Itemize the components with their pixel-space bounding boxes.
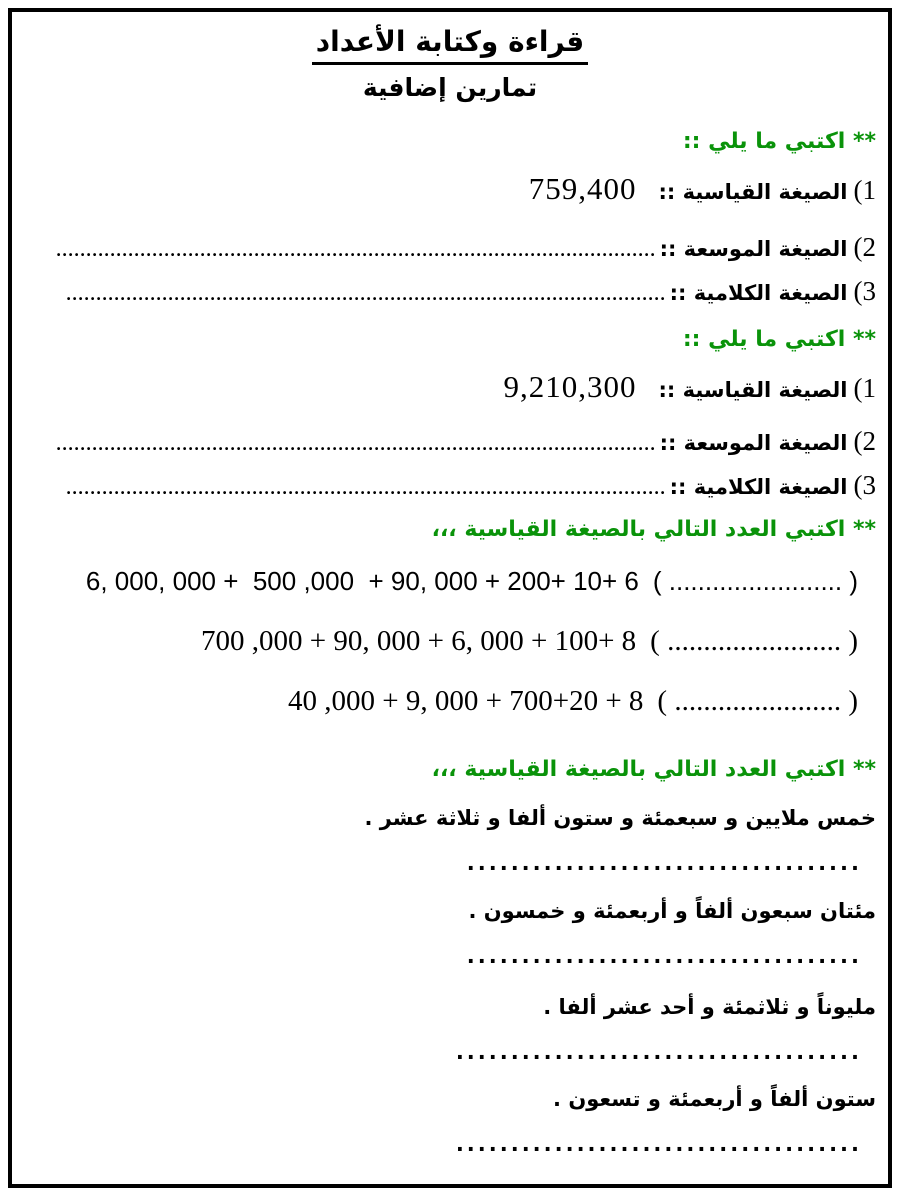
section2-standard-form-row: [24, 369, 876, 405]
answer-dots-line-2: ....................................: [466, 944, 862, 968]
section1-word-form-row: [24, 273, 876, 309]
expression-text: 700 ,000 + 90, 000 + 6, 000 + 100+ 8: [201, 625, 637, 657]
number-words-text-4: ستون ألفاً و أربعمئة و تسعون .: [553, 1087, 876, 1111]
item-number: 2): [853, 426, 876, 456]
standard-form-value: 759,400: [528, 171, 637, 206]
expression-text: 6, 000, 000 + 500 ,000 + 90, 000 + 200+ 10+ 6: [85, 566, 639, 596]
section2-expanded-form-row: [24, 423, 876, 459]
page-title-row: [24, 23, 876, 65]
answer-dots-line-3: .....................................: [455, 1040, 862, 1064]
section1-standard-form-row: [24, 171, 876, 207]
word-form-label: الصيغة الكلامية ::: [669, 475, 848, 499]
standard-form-label: الصيغة القياسية ::: [658, 180, 848, 204]
expanded-form-label: الصيغة الموسعة ::: [659, 237, 848, 261]
word-form-label: الصيغة الكلامية ::: [669, 281, 848, 305]
number-words-text-1: خمس ملايين و سبعمئة و ستون ألفا و ثلاثة عشر .: [364, 806, 876, 830]
item-number: 1): [853, 175, 876, 205]
item-number: 3): [853, 470, 876, 500]
expanded-expression-row-3: [24, 683, 858, 719]
section3-header: ** اكتبي العدد التالي بالصيغة القياسية ،،،: [431, 517, 876, 542]
page-title: قراءة وكتابة الأعداد: [312, 23, 589, 65]
answer-dots: ....................................................................................................: [65, 474, 666, 500]
answer-blank-parens: ( ........................ ): [652, 566, 858, 596]
section4-header: ** اكتبي العدد التالي بالصيغة القياسية ،،،: [431, 757, 876, 782]
answer-blank-parens: ( ....................... ): [657, 685, 858, 717]
answer-dots-line-1: ....................................: [466, 851, 862, 875]
answer-blank-parens: ( ........................ ): [650, 625, 858, 657]
section1-expanded-form-row: [24, 229, 876, 265]
item-number: 3): [853, 276, 876, 306]
page-subtitle: تمارين إضافية: [362, 73, 538, 102]
answer-dots: ....................................................................................................: [65, 280, 666, 306]
answer-dots: ....................................................................................................: [55, 430, 656, 456]
worksheet-content: [22, 17, 884, 1180]
item-number: 1): [853, 373, 876, 403]
section2-word-form-row: [24, 467, 876, 503]
number-words-text-2: مئتان سبعون ألفاً و أربعمئة و خمسون .: [468, 899, 876, 923]
item-number: 2): [853, 232, 876, 262]
standard-form-value: 9,210,300: [503, 369, 637, 404]
standard-form-label: الصيغة القياسية ::: [658, 378, 848, 402]
number-words-text-3: مليوناً و ثلاثمئة و أحد عشر ألفا .: [543, 995, 876, 1019]
answer-dots-line-4: .....................................: [455, 1132, 862, 1156]
expanded-expression-row-1: [24, 563, 858, 599]
section2-header: ** اكتبي ما يلي ::: [682, 327, 876, 352]
expression-text: 40 ,000 + 9, 000 + 700+20 + 8: [288, 685, 644, 717]
section1-header: ** اكتبي ما يلي ::: [682, 129, 876, 154]
expanded-form-label: الصيغة الموسعة ::: [659, 431, 848, 455]
expanded-expression-row-2: [24, 623, 858, 659]
answer-dots: ....................................................................................................: [55, 236, 656, 262]
